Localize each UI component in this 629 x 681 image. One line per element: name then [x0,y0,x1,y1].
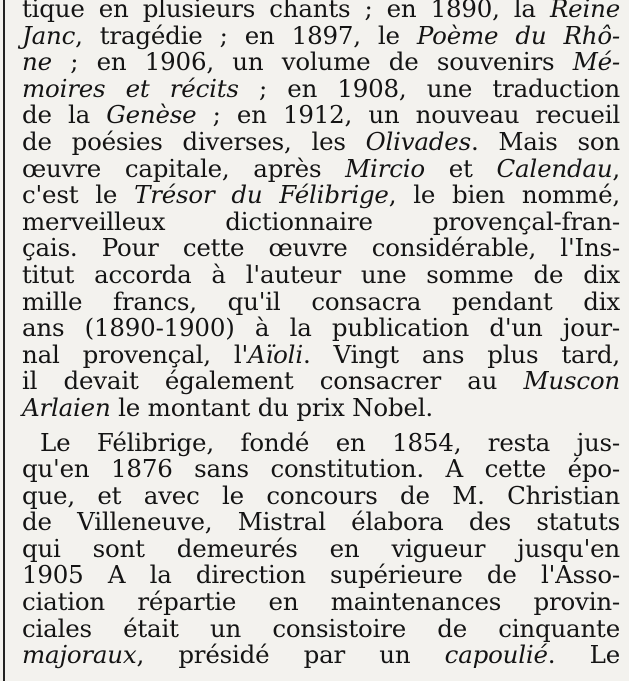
text-segment: ciales était un consistoire de cinquante [22,613,620,643]
text-line [22,0,620,23]
text-segment: qui sont demeurés en vigueur jusqu'en [22,533,620,563]
text-line [22,562,620,589]
text-segment: ; en 1906, un volume de souvenirs [51,47,573,77]
text-segment: et [424,153,497,183]
text-segment: de Villeneuve, Mistral élabora des statuts [22,507,620,537]
italic-segment: Arlaien [22,392,111,422]
italic-segment: Aïoli [248,339,303,369]
text-line [22,642,620,669]
italic-segment: ne [22,47,52,77]
text-segment: il devait également consacrer au [22,366,524,396]
text-column [22,0,620,669]
text-segment: çais. Pour cette œuvre considérable, l'Ins- [22,233,620,263]
text-segment: nal provençal, l' [22,339,248,369]
italic-segment: Mé- [572,47,620,77]
text-line [22,73,620,103]
text-line [22,315,620,342]
text-segment: ciation répartie en maintenances provin- [22,587,620,617]
text-segment: . Vingt ans plus tard, [302,339,620,369]
text-segment: c'est le [22,180,135,210]
text-segment: de poésies diverses, les [22,126,366,156]
italic-segment: Janc [22,20,76,50]
text-segment: de la [22,100,107,130]
text-line [22,456,620,483]
column-rule [3,0,5,681]
text-line [22,102,620,129]
text-segment: mille francs, qu'il consacra pendant dix [22,286,620,316]
italic-segment: Calendau [496,153,613,183]
text-segment: . Mais son [470,126,620,156]
text-segment: qu'en 1876 sans constitution. A cette épo- [22,454,620,484]
text-segment: ans (1890-1900) à la publication d'un jour- [22,313,620,343]
text-line [22,339,620,369]
italic-segment: Olivades [365,126,471,156]
text-segment: que, et avec le concours de M. Christian [22,480,620,510]
text-line [22,206,620,236]
italic-segment: Poème du Rhô- [416,20,620,50]
text-segment: le montant du prix Nobel. [110,392,433,422]
text-line [22,20,620,50]
text-segment: , [612,153,621,183]
text-segment: , le bien nommé, [388,180,620,210]
text-line [22,480,620,510]
italic-segment: Trésor du Félibrige [134,180,389,210]
text-segment: titut accorda à l'auteur une somme de dix [22,259,620,289]
italic-segment: capoulié [444,640,548,670]
italic-segment: Muscon [523,366,620,396]
text-line [22,613,620,643]
text-line [22,235,620,262]
text-line [22,49,620,76]
text-line [22,509,620,536]
italic-segment: Reine [549,0,620,23]
text-line [22,286,620,316]
text-segment: . Le [547,640,620,670]
text-segment: , présidé par un [136,640,445,670]
text-line [22,427,620,457]
text-segment: œuvre capitale, après [22,153,346,183]
italic-segment: Mircio [345,153,425,183]
text-line [22,182,620,209]
text-segment: merveilleux dictionnaire provençal-fran- [22,206,620,236]
text-line [22,368,620,395]
text-line [22,153,621,183]
text-segment: ; en 1908, une traduction [238,73,620,103]
text-segment: , tragédie ; en 1897, le [75,20,417,50]
text-line [22,589,620,616]
text-line [22,392,620,422]
text-line [22,126,620,156]
italic-segment: majoraux [22,640,137,670]
text-segment: Le Félibrige, fondé en 1854, resta jus- [40,427,620,457]
text-segment: ; en 1912, un nouveau recueil [196,100,620,130]
italic-segment: moires et récits [22,73,239,103]
text-segment: tique en plusieurs chants ; en 1890, la [22,0,550,23]
text-line [22,533,620,563]
text-line [22,259,620,289]
text-segment: 1905 A la direction supérieure de l'Asso- [22,560,620,590]
italic-segment: Genèse [106,100,197,130]
